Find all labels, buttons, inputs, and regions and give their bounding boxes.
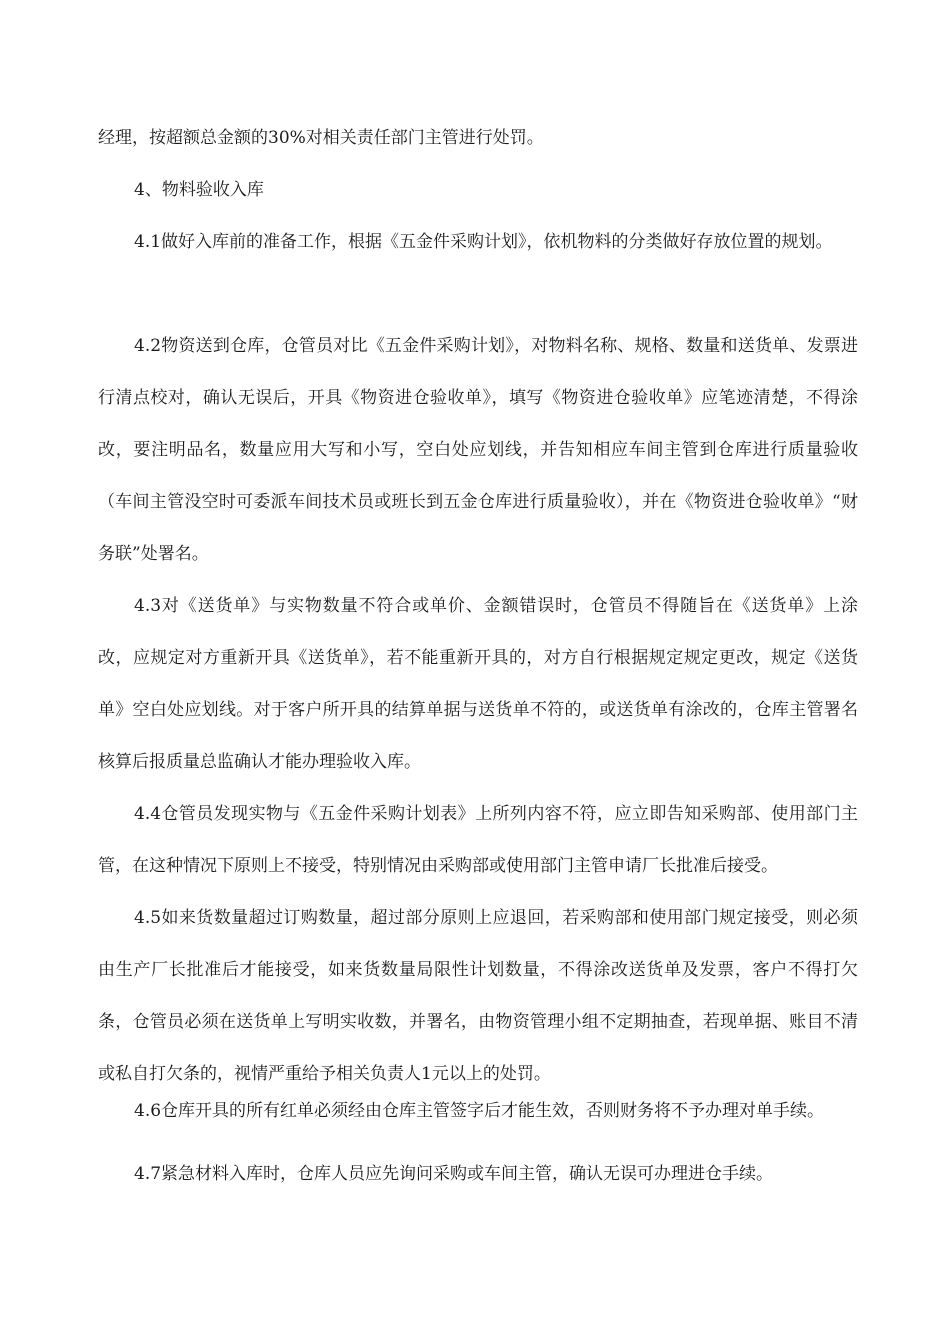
paragraph-penalty-continuation: 经理，按超额总金额的30%对相关责任部门主管进行处罚。: [98, 128, 544, 148]
paragraph-4-2: 4.2物资送到仓库，仓管员对比《五金件采购计划》，对物料名称、规格、数量和送货单、发票进行清点校对，确认无误后，开具《物资进仓验收单》，填写《物资进仓验收单》应笔迹清楚，不得涂改，要注明品名，数量应用大写和小写，空白处应划线，并告知相应车间主管到仓库进行质量验收（车间主管没空时可委派车间技术员或班长到五金仓库进行质量验收），并在《物资进仓验收单》“财务联”处署名。: [98, 336, 858, 564]
paragraph-4-3: 4.3对《送货单》与实物数量不符合或单价、金额错误时，仓管员不得随旨在《送货单》上涂改，应规定对方重新开具《送货单》，若不能重新开具的，对方自行根据规定规定更改，规定《送货单》空白处应划线。对于客户所开具的结算单据与送货单不符的，或送货单有涂改的，仓库主管署名核算后报质量总监确认才能办理验收入库。: [98, 596, 858, 772]
paragraph-4-4: 4.4仓管员发现实物与《五金件采购计划表》上所列内容不符，应立即告知采购部、使用部门主管，在这种情况下原则上不接受，特别情况由采购部或使用部门主管申请厂长批准后接受。: [98, 804, 858, 876]
paragraph-4-5: 4.5如来货数量超过订购数量，超过部分原则上应退回，若采购部和使用部门规定接受，则必须由生产厂长批准后才能接受，如来货数量局限性计划数量，不得涂改送货单及发票，客户不得打欠条，仓管员必须在送货单上写明实收数，并署名，由物资管理小组不定期抽查，若现单据、账目不清或私自打欠条的，视情严重给予相关负责人1元以上的处罚。: [98, 908, 858, 1084]
paragraph-4-6: 4.6仓库开具的所有红单必须经由仓库主管签字后才能生效，否则财务将不予办理对单手续。: [134, 1101, 825, 1121]
paragraph-4-7: 4.7紧急材料入库时，仓库人员应先询问采购或车间主管，确认无误可办理进仓手续。: [134, 1164, 774, 1184]
paragraph-4-1: 4.1做好入库前的准备工作，根据《五金件采购计划》，依机物料的分类做好存放位置的规划。: [134, 232, 833, 252]
section-heading-4: 4、物料验收入库: [134, 180, 264, 200]
